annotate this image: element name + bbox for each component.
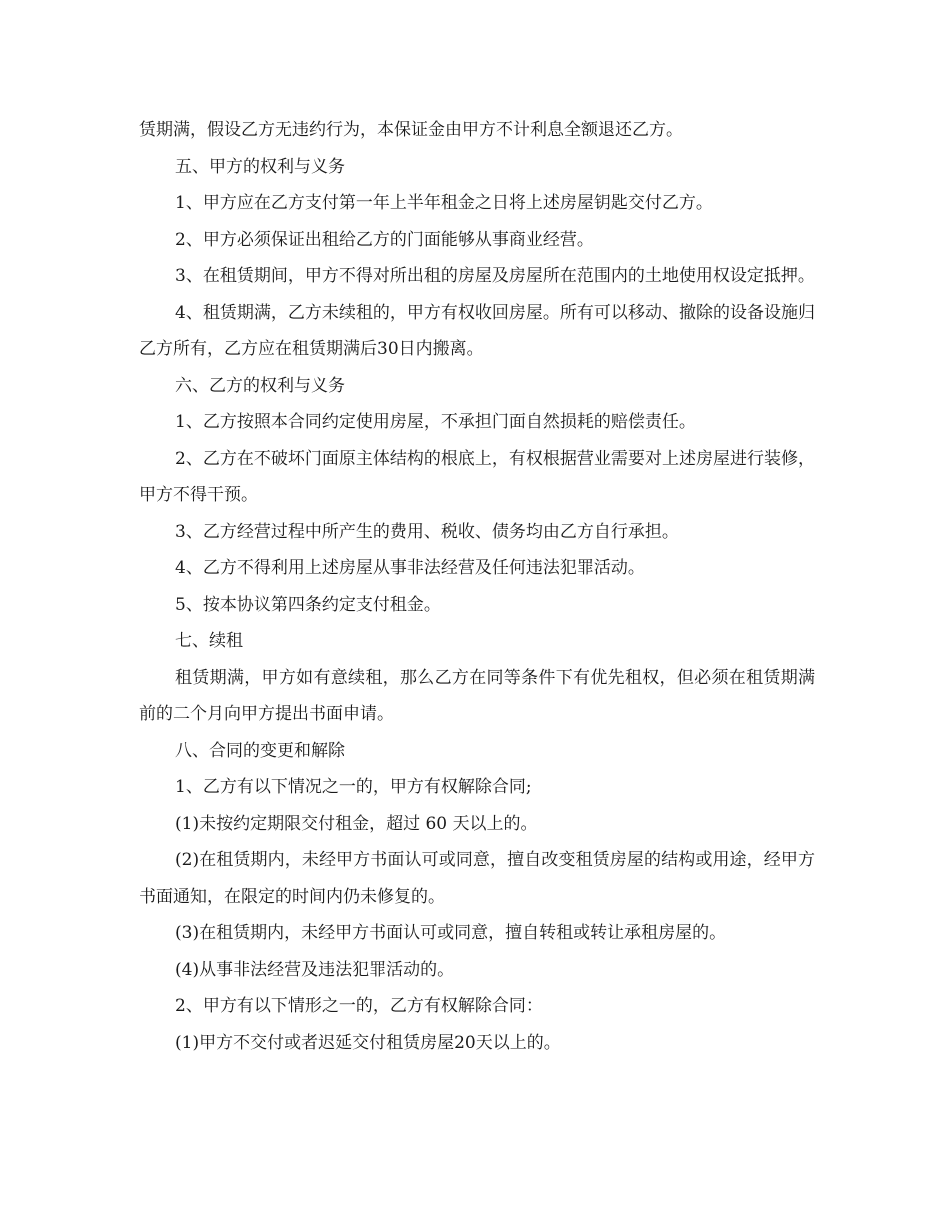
section-heading-6: 六、乙方的权利与义务: [175, 375, 345, 396]
clause-8-1-item-1: (1)未按约定期限交付租金，超过 60 天以上的。: [175, 813, 538, 834]
clause-6-2: 2、乙方在不破坏门面原主体结构的根底上，有权根据营业需要对上述房屋进行装修，甲方不得干预。: [139, 448, 815, 505]
clause-8-2: 2、甲方有以下情形之一的，乙方有权解除合同：: [175, 996, 543, 1016]
clause-6-1: 1、乙方按照本合同约定使用房屋，不承担门面自然损耗的赔偿责任。: [175, 412, 696, 432]
clause-5-3: 3、在租赁期间，甲方不得对所出租的房屋及房屋所在范围内的土地使用权设定抵押。: [175, 266, 815, 286]
clause-6-3: 3、乙方经营过程中所产生的费用、税收、债务均由乙方自行承担。: [175, 521, 679, 542]
clause-5-1: 1、甲方应在乙方支付第一年上半年租金之日将上述房屋钥匙交付乙方。: [175, 193, 713, 213]
clause-8-1-item-3: (3)在租赁期内，未经甲方书面认可或同意，擅自转租或转让承租房屋的。: [175, 923, 727, 943]
clause-6-4: 4、乙方不得利用上述房屋从事非法经营及任何违法犯罪活动。: [175, 558, 645, 578]
clause-8-1-item-4: (4)从事非法经营及违法犯罪活动的。: [175, 959, 455, 980]
document-body: [139, 112, 815, 1061]
clause-8-1-item-2: (2)在租赁期内，未经甲方书面认可或同意，擅自改变租赁房屋的结构或用途，经甲方书面通知，在限定的时间内仍未修复的。: [139, 850, 815, 907]
clause-8-2-item-1: (1)甲方不交付或者迟延交付租赁房屋20天以上的。: [175, 1032, 561, 1053]
section-heading-5: 五、甲方的权利与义务: [175, 156, 345, 177]
section-heading-7: 七、续租: [175, 631, 243, 651]
clause-8-1: 1、乙方有以下情况之一的，甲方有权解除合同;: [175, 777, 532, 797]
section-heading-8: 八、合同的变更和解除: [175, 740, 345, 761]
clause-6-5: 5、按本协议第四条约定支付租金。: [175, 594, 441, 615]
clause-5-2: 2、甲方必须保证出租给乙方的门面能够从事商业经营。: [175, 229, 594, 250]
clause-5-4: 4、租赁期满，乙方未续租的，甲方有权收回房屋。所有可以移动、撤除的设备设施归乙方所有，乙方应在租赁期满后30日内搬离。: [139, 302, 815, 359]
clause-7-renewal: 租赁期满，甲方如有意续租，那么乙方在同等条件下有优先租权，但必须在租赁期满前的二个月向甲方提出书面申请。: [139, 667, 815, 724]
paragraph-deposit-refund: 赁期满，假设乙方无违约行为，本保证金由甲方不计利息全额退还乙方。: [139, 120, 683, 140]
